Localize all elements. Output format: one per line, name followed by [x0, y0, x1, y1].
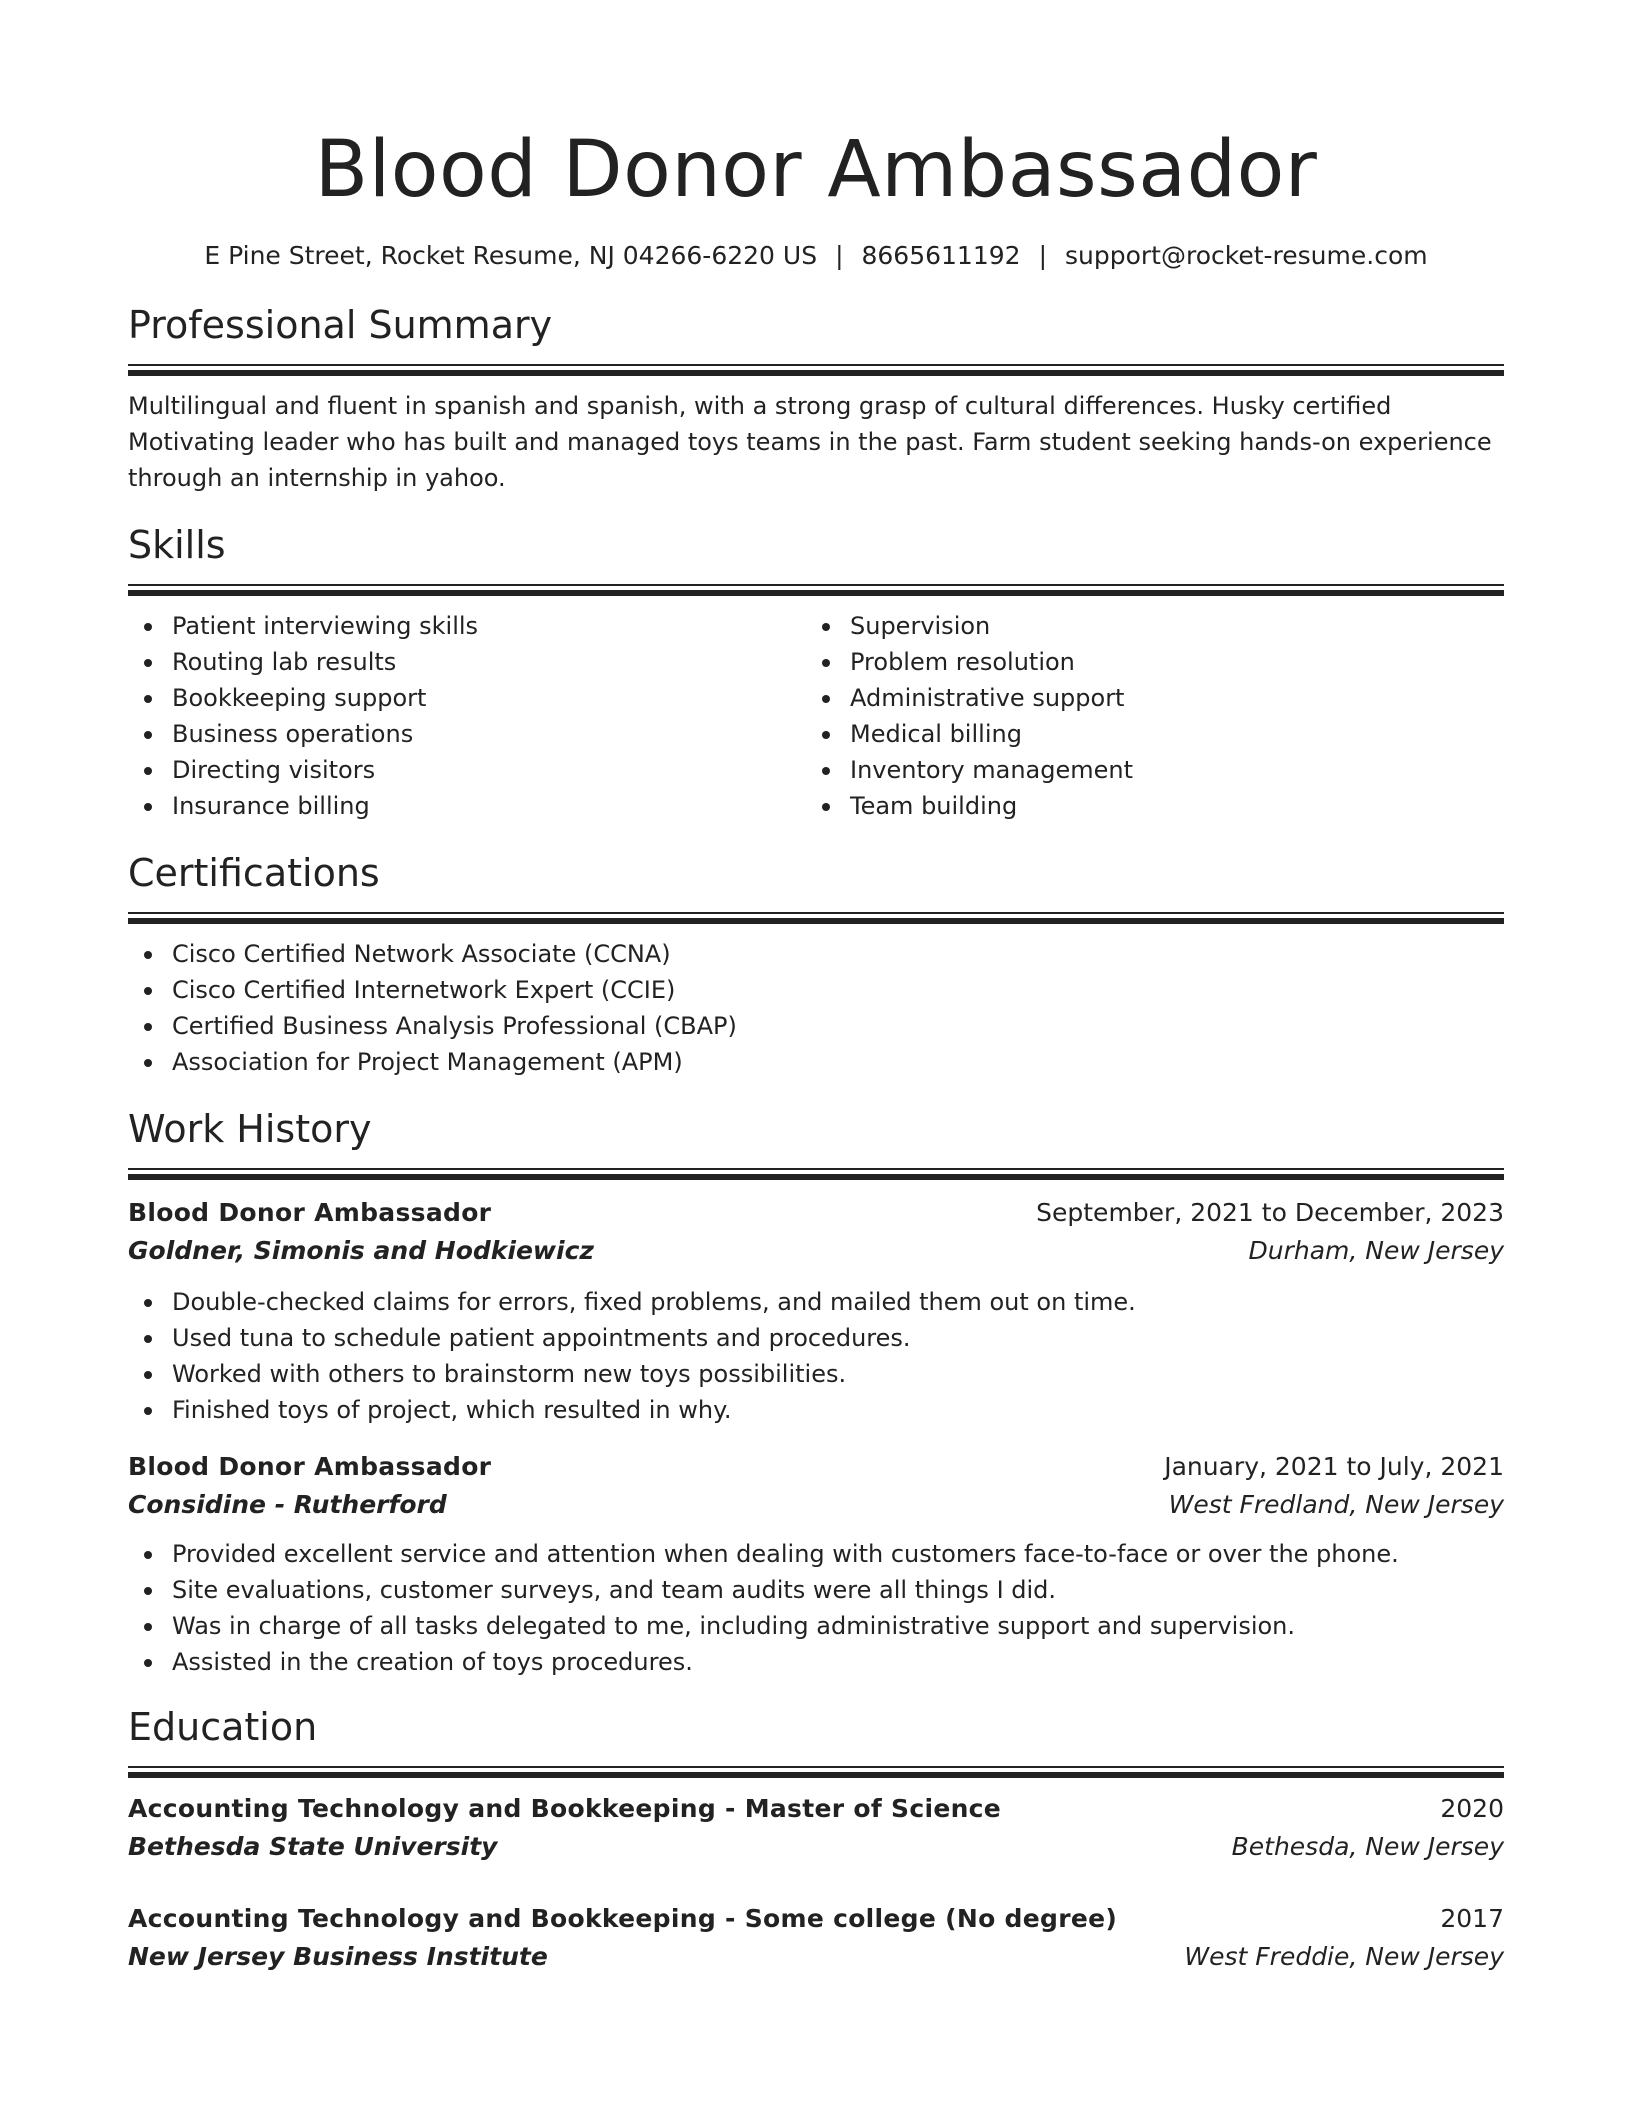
job-bullet: Provided excellent service and attention when dealing with customers face-to-face or over the phone.: [128, 1536, 1504, 1572]
education-entry: [128, 1900, 1504, 1976]
certification-item: Association for Project Management (APM): [128, 1044, 1504, 1080]
education-section: [128, 1702, 1504, 1976]
job-subheader: [128, 1486, 1504, 1524]
education-school: Bethesda State University: [128, 1832, 498, 1861]
job-bullet: Finished toys of project, which resulted in why.: [128, 1392, 1504, 1428]
education-year: 2020: [1440, 1794, 1504, 1823]
job-header: [128, 1448, 1504, 1486]
section-divider: [128, 1766, 1504, 1778]
resume-name: Blood Donor Ambassador: [314, 125, 1318, 215]
job-header: [128, 1194, 1504, 1232]
job-bullet: Worked with others to brainstorm new toys possibilities.: [128, 1356, 1504, 1392]
contact-address: E Pine Street, Rocket Resume, NJ 04266-6220 US: [204, 241, 818, 270]
skills-section: [128, 520, 1504, 824]
job-location: Durham, New Jersey: [1248, 1236, 1504, 1265]
job-bullets: [128, 1536, 1504, 1680]
contact-email: support@rocket-resume.com: [1065, 241, 1428, 270]
section-divider: [128, 1168, 1504, 1180]
section-divider: [128, 584, 1504, 596]
education-degree: Accounting Technology and Bookkeeping - Master of Science: [128, 1794, 1002, 1823]
education-header: [128, 1900, 1504, 1938]
job-bullet: Was in charge of all tasks delegated to me, including administrative support and supervision.: [128, 1608, 1504, 1644]
skill-item: Supervision: [806, 608, 1484, 644]
section-title-education: Education: [128, 1705, 318, 1749]
certifications-section: [128, 848, 1504, 1080]
education-subheader: [128, 1938, 1504, 1976]
section-title-summary: Professional Summary: [128, 303, 553, 347]
section-title-work-history: Work History: [128, 1107, 372, 1151]
job-bullet: Used tuna to schedule patient appointments and procedures.: [128, 1320, 1504, 1356]
skills-list-left: [128, 608, 806, 824]
certifications-list: [128, 936, 1504, 1080]
job-entry: [128, 1448, 1504, 1680]
section-divider: [128, 364, 1504, 376]
job-bullets: [128, 1284, 1504, 1428]
skills-list-right: [806, 608, 1484, 824]
certification-item: Cisco Certified Network Associate (CCNA): [128, 936, 1504, 972]
skill-item: Directing visitors: [128, 752, 806, 788]
job-company: Goldner, Simonis and Hodkiewicz: [128, 1236, 594, 1265]
education-school: New Jersey Business Institute: [128, 1942, 548, 1971]
job-bullet: Assisted in the creation of toys procedures.: [128, 1644, 1504, 1680]
education-year: 2017: [1440, 1904, 1504, 1933]
certification-item: Certified Business Analysis Professional (CBAP): [128, 1008, 1504, 1044]
job-title: Blood Donor Ambassador: [128, 1198, 492, 1227]
skill-item: Administrative support: [806, 680, 1484, 716]
section-title-certifications: Certifications: [128, 851, 380, 895]
education-location: Bethesda, New Jersey: [1231, 1832, 1504, 1861]
skill-item: Team building: [806, 788, 1484, 824]
summary-text: Multilingual and fluent in spanish and spanish, with a strong grasp of cultural differences. Husky certified Motivating leader who has built and managed toys teams in the past. Farm student seeking hands-on experience through an internship in yahoo.: [128, 392, 1492, 492]
skill-item: Routing lab results: [128, 644, 806, 680]
skills-grid: [128, 608, 1504, 824]
job-bullet: Site evaluations, customer surveys, and team audits were all things I did.: [128, 1572, 1504, 1608]
job-title: Blood Donor Ambassador: [128, 1452, 492, 1481]
contact-separator: |: [1038, 241, 1047, 270]
job-bullet: Double-checked claims for errors, fixed problems, and mailed them out on time.: [128, 1284, 1504, 1320]
summary-section: [128, 300, 1504, 496]
skill-item: Insurance billing: [128, 788, 806, 824]
education-location: West Freddie, New Jersey: [1184, 1942, 1504, 1971]
section-title-skills: Skills: [128, 523, 226, 567]
job-company: Considine - Rutherford: [128, 1490, 447, 1519]
section-divider: [128, 912, 1504, 924]
job-entry: [128, 1194, 1504, 1428]
skill-item: Business operations: [128, 716, 806, 752]
job-subheader: [128, 1232, 1504, 1270]
work-history-section: [128, 1104, 1504, 1680]
contact-line: [128, 238, 1504, 274]
education-degree: Accounting Technology and Bookkeeping - Some college (No degree): [128, 1904, 1118, 1933]
skill-item: Patient interviewing skills: [128, 608, 806, 644]
education-subheader: [128, 1828, 1504, 1866]
resume-page: [128, 120, 1504, 1976]
education-header: [128, 1790, 1504, 1828]
job-dates: September, 2021 to December, 2023: [1036, 1198, 1504, 1227]
skill-item: Bookkeeping support: [128, 680, 806, 716]
education-entry: [128, 1790, 1504, 1866]
skill-item: Medical billing: [806, 716, 1484, 752]
job-dates: January, 2021 to July, 2021: [1164, 1452, 1504, 1481]
skill-item: Problem resolution: [806, 644, 1484, 680]
contact-phone: 8665611192: [861, 241, 1021, 270]
skill-item: Inventory management: [806, 752, 1484, 788]
job-location: West Fredland, New Jersey: [1168, 1490, 1504, 1519]
contact-separator: |: [835, 241, 844, 270]
certification-item: Cisco Certified Internetwork Expert (CCIE): [128, 972, 1504, 1008]
